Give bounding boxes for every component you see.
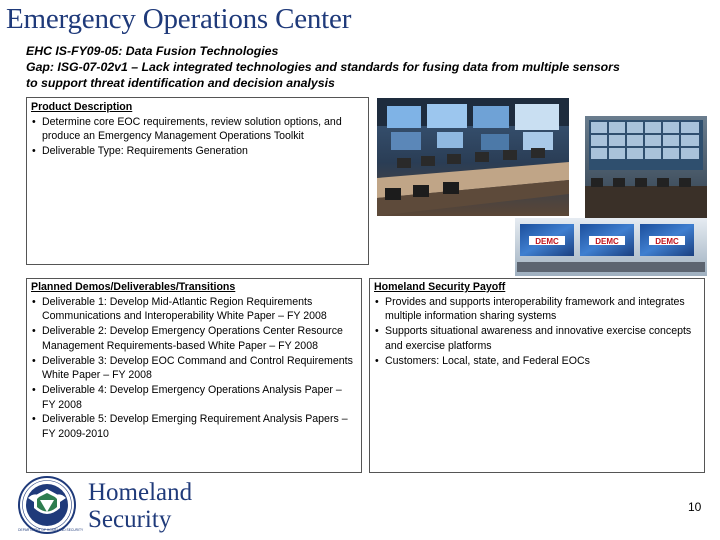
demc-screens-photo	[515, 218, 707, 276]
list-item: • Supports situational awareness and innovative exercise concepts and exercise platforms	[374, 324, 700, 353]
subtitle-line: EHC IS-FY09-05: Data Fusion Technologies	[26, 44, 279, 58]
list-item: • Deliverable 3: Develop EOC Command and Control Requirements White Paper – FY 2008	[31, 354, 357, 383]
logo-line-homeland: Homeland	[88, 479, 193, 506]
seal-text: U.S. DEPARTMENT OF HOMELAND SECURITY	[18, 528, 84, 532]
page-number: 10	[688, 500, 702, 514]
page-title: Emergency Operations Center	[6, 3, 352, 35]
screen-label: DEMC	[595, 237, 619, 246]
product-description-heading: Product Description	[31, 101, 133, 113]
list-item: • Customers: Local, state, and Federal EOCs	[374, 354, 700, 369]
dhs-seal-icon	[18, 477, 84, 533]
list-item: • Deliverable 5: Develop Emerging Requirement Analysis Papers – FY 2009-2010	[31, 412, 357, 441]
planned-demos-box	[26, 278, 362, 473]
product-description-list	[31, 115, 364, 159]
project-subtitle	[26, 43, 716, 91]
list-item: • Deliverable Type: Requirements Generation	[31, 144, 364, 159]
eoc-room-photo	[377, 98, 569, 216]
video-wall-photo	[585, 116, 707, 220]
list-item: • Provides and supports interoperability framework and integrates multiple information sharing systems	[374, 295, 700, 324]
subtitle-line: to support threat identification and decision analysis	[26, 76, 335, 90]
homeland-payoff-list	[374, 295, 700, 369]
list-item: • Deliverable 2: Develop Emergency Operations Center Resource Management Requirements-based White Paper – FY 2008	[31, 324, 357, 353]
planned-demos-list	[31, 295, 357, 442]
planned-demos-heading: Planned Demos/Deliverables/Transitions	[31, 281, 236, 293]
screen-label: DEMC	[655, 237, 679, 246]
screen-label: DEMC	[535, 237, 559, 246]
product-description-box	[26, 97, 369, 265]
dhs-logo	[18, 474, 228, 536]
list-item: • Deliverable 4: Develop Emergency Operations Analysis Paper – FY 2008	[31, 383, 357, 412]
homeland-payoff-heading: Homeland Security Payoff	[374, 281, 506, 293]
list-item: • Determine core EOC requirements, review solution options, and produce an Emergency Management Operations Toolkit	[31, 115, 364, 144]
eoc-photo-collage	[377, 98, 707, 276]
list-item: • Deliverable 1: Develop Mid-Atlantic Region Requirements Communications and Interoperability White Paper – FY 2008	[31, 295, 357, 324]
logo-line-security: Security	[88, 506, 172, 533]
subtitle-line: Gap: ISG-07-02v1 – Lack integrated technologies and standards for fusing data from multiple sensors	[26, 60, 620, 74]
homeland-payoff-box	[369, 278, 705, 473]
